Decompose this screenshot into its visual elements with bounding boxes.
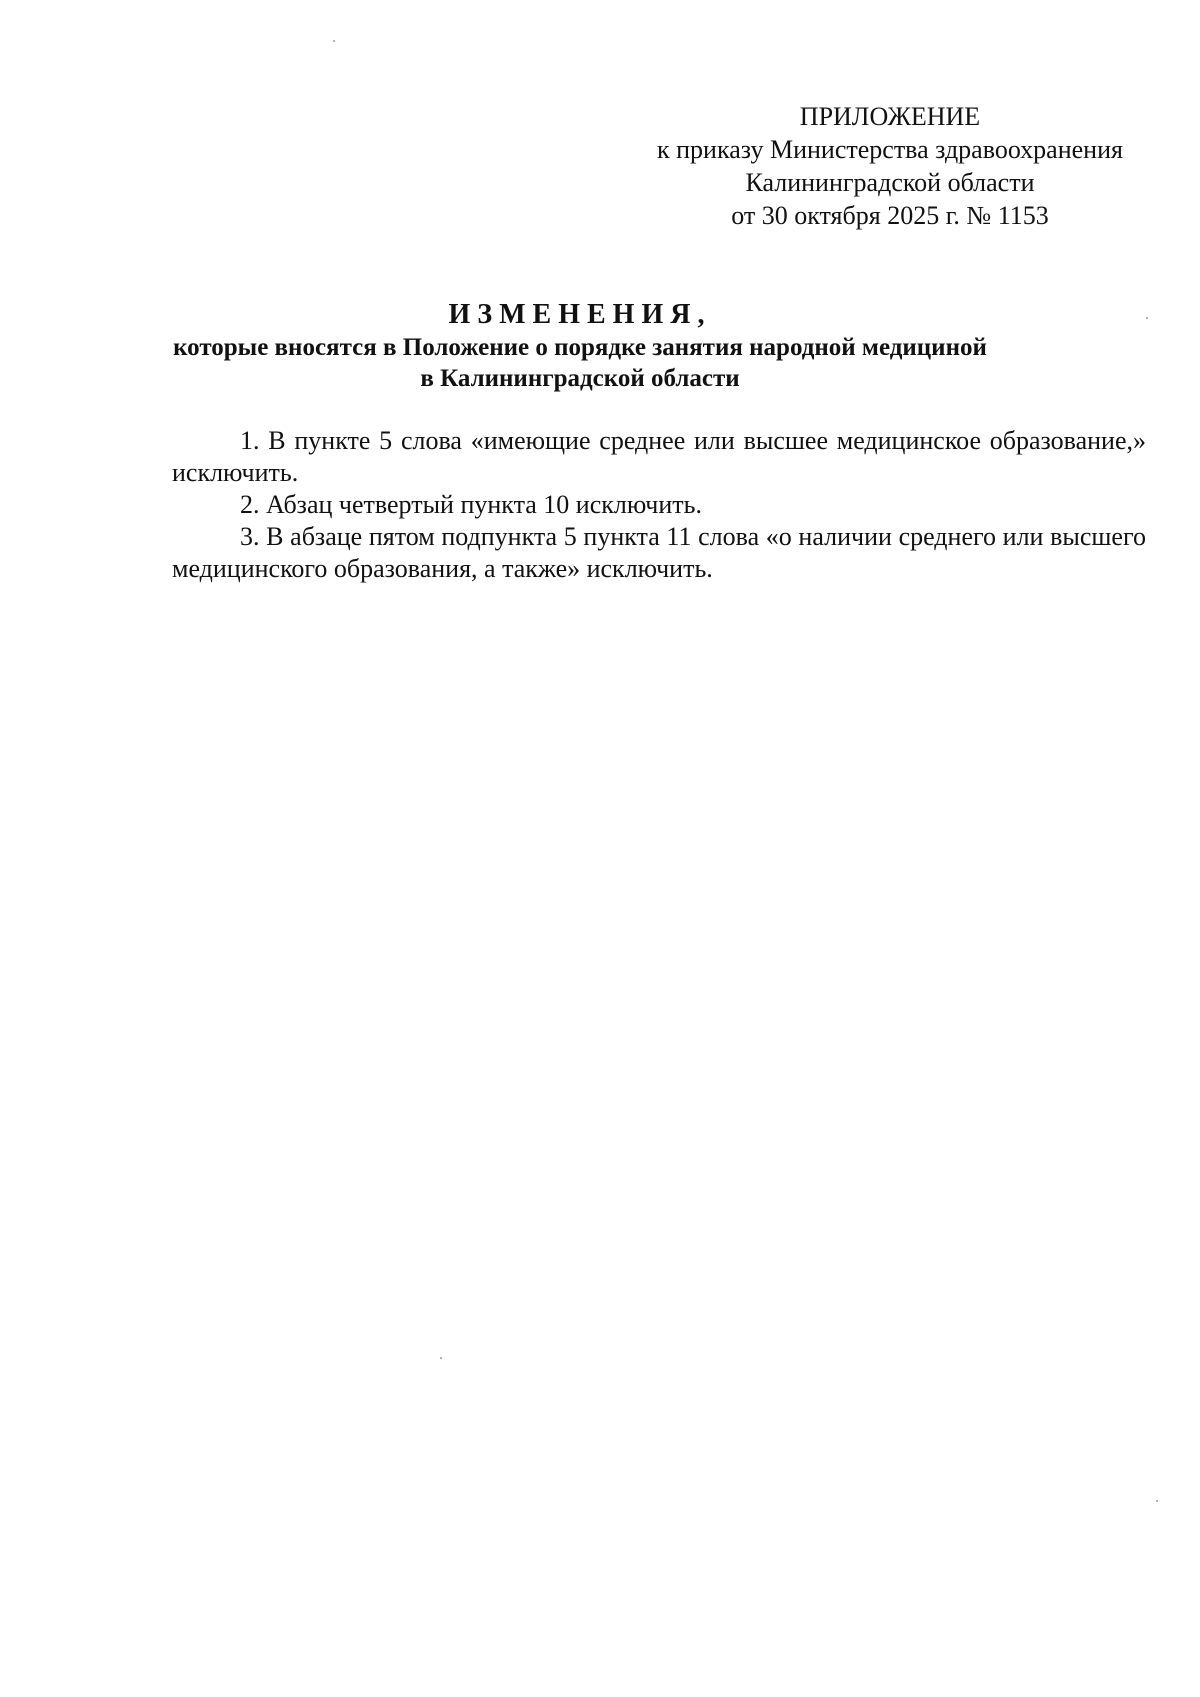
document-title: [150, 298, 1010, 394]
amendments-list: [172, 425, 1146, 585]
scan-speck: [333, 40, 335, 42]
attachment-header: [620, 100, 1160, 232]
amendment-item-1: 1. В пункте 5 слова «имеющие среднее или высшее медицинское образование,» исключить.: [172, 426, 1146, 487]
attachment-label: ПРИЛОЖЕНИЕ: [799, 102, 981, 131]
title-main: ИЗМЕНЕНИЯ,: [448, 299, 712, 330]
scan-speck: [1146, 317, 1148, 319]
scan-speck: [440, 1357, 442, 1359]
attachment-order-reference: к приказу Министерства здравоохранения: [657, 135, 1123, 164]
title-subtitle-line-2: в Калининградской области: [420, 365, 740, 392]
attachment-date-number: от 30 октября 2025 г. № 1153: [731, 201, 1049, 230]
scan-speck: [1156, 1500, 1158, 1502]
attachment-region: Калининградской области: [745, 168, 1035, 197]
amendment-item-3: 3. В абзаце пятом подпункта 5 пункта 11 слова «о наличии среднего или высшего медицинского образования, а также» исключить.: [172, 522, 1146, 583]
title-subtitle-line-1: которые вносятся в Положение о порядке занятия народной медициной: [173, 334, 987, 361]
amendment-item-2: 2. Абзац четвертый пункта 10 исключить.: [240, 490, 702, 519]
